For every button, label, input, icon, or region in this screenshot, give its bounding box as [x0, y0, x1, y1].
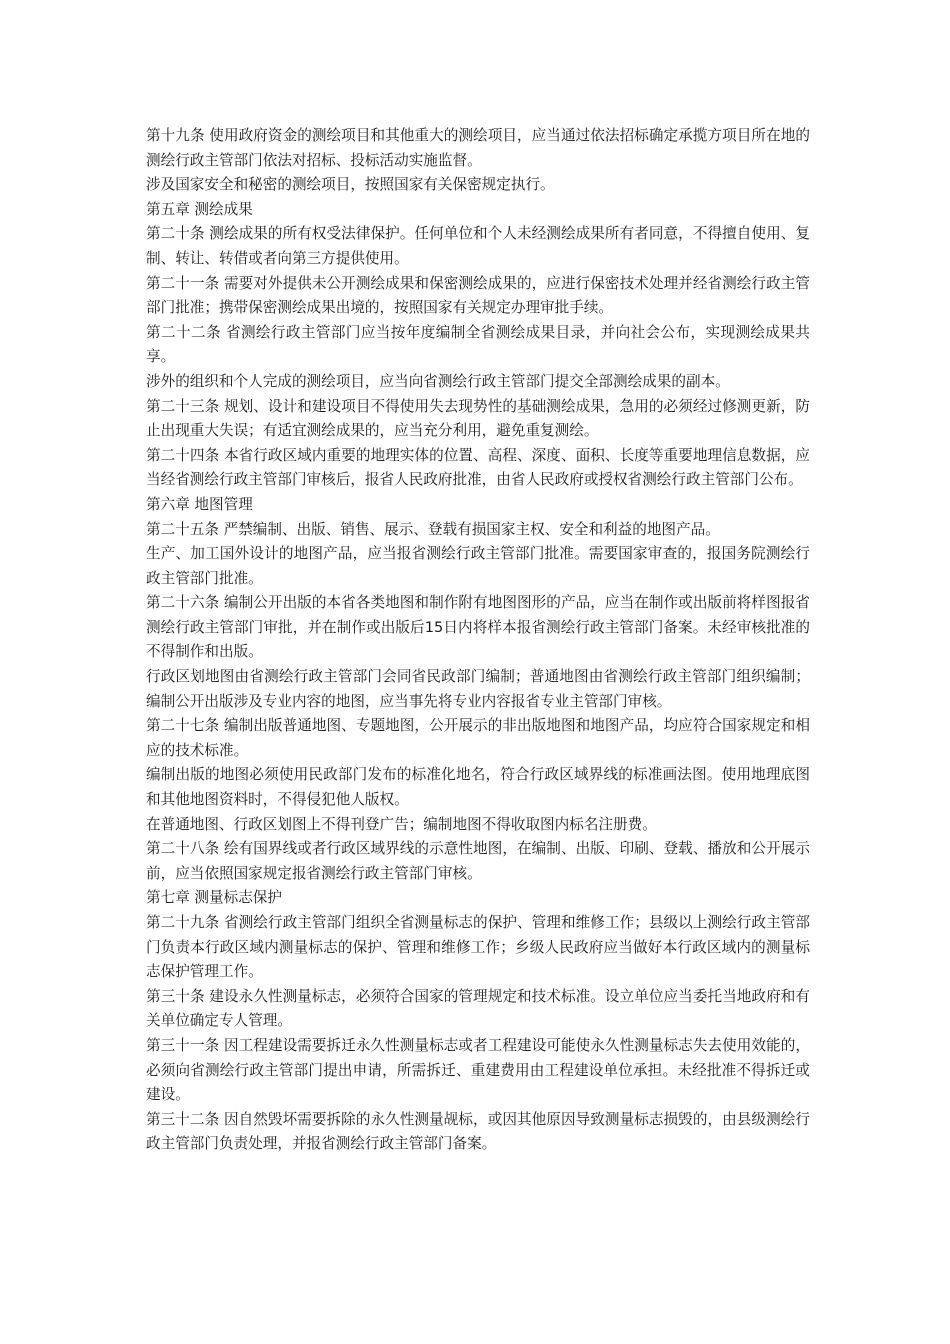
- paragraph-standard-names: 编制出版的地图必须使用民政部门发布的标准化地名，符合行政区域界线的标准画法图。使用地理底图和其他地图资料时，不得侵犯他人版权。: [146, 766, 810, 809]
- article-21: 第二十一条 需要对外提供未公开测绘成果和保密测绘成果的，应进行保密技术处理并经省测绘行政主管部门批准；携带保密测绘成果出境的，按照国家有关规定办理审批手续。: [146, 274, 810, 317]
- paragraph-foreign-maps: 生产、加工国外设计的地图产品，应当报省测绘行政主管部门批准。需要国家审查的，报国务院测绘行政主管部门批准。: [146, 545, 810, 587]
- article-31: 第三十一条 因工程建设需要拆迁永久性测量标志或者工程建设可能使永久性测量标志失去使用效能的，必须向省测绘行政主管部门提出申请，所需拆迁、重建费用由工程建设单位承担。未经批准不得拆迁或建设。: [146, 1036, 810, 1104]
- chapter-6-heading: 第六章 地图管理: [146, 495, 253, 513]
- article-30: 第三十条 建设永久性测量标志，必须符合国家的管理规定和技术标准。设立单位应当委托当地政府和有关单位确定专人管理。: [146, 987, 810, 1030]
- article-29: 第二十九条 省测绘行政主管部门组织全省测量标志的保护、管理和维修工作；县级以上测绘行政主管部门负责本行政区域内测量标志的保护、管理和维修工作；乡级人民政府应当做好本行政区域内的测量标志保护管理工作。: [146, 914, 810, 981]
- article-22: 第二十二条 省测绘行政主管部门应当按年度编制全省测绘成果目录，并向社会公布，实现测绘成果共享。: [146, 323, 810, 366]
- article-19: 第十九条 使用政府资金的测绘项目和其他重大的测绘项目，应当通过依法招标确定承揽方项目所在地的测绘行政主管部门依法对招标、投标活动实施监督。: [146, 127, 810, 169]
- article-26: 第二十六条 编制公开出版的本省各类地图和制作附有地图图形的产品，应当在制作或出版前将样图报省测绘行政主管部门审批，并在制作或出版后15日内将样本报省测绘行政主管部门备案。未经审核批准的不得制作和出版。: [146, 594, 810, 661]
- article-20: 第二十条 测绘成果的所有权受法律保护。任何单位和个人未经测绘成果所有者同意，不得擅自使用、复制、转让、转借或者向第三方提供使用。: [146, 225, 810, 267]
- document-body: [146, 124, 810, 1157]
- article-23: 第二十三条 规划、设计和建设项目不得使用失去现势性的基础测绘成果，急用的必须经过修测更新，防止出现重大失误；有适宜测绘成果的，应当充分利用，避免重复测绘。: [146, 397, 810, 440]
- paragraph-security-projects: 涉及国家安全和秘密的测绘项目，按照国家有关保密规定执行。: [146, 176, 555, 194]
- article-28: 第二十八条 绘有国界线或者行政区域界线的示意性地图，在编制、出版、印刷、登载、播放和公开展示前，应当依照国家规定报省测绘行政主管部门审核。: [146, 840, 810, 882]
- article-24: 第二十四条 本省行政区域内重要的地理实体的位置、高程、深度、面积、长度等重要地理信息数据，应当经省测绘行政主管部门审核后，报省人民政府批准，由省人民政府或授权省测绘行政主管部门公布。: [146, 446, 810, 489]
- chapter-5-heading: 第五章 测绘成果: [146, 200, 253, 218]
- chapter-7-heading: 第七章 测量标志保护: [146, 889, 282, 907]
- paragraph-advertising: 在普通地图、行政区划图上不得刊登广告；编制地图不得收取图内标名注册费。: [146, 815, 657, 833]
- article-32: 第三十二条 因自然毁坏需要拆除的永久性测量觇标，或因其他原因导致测量标志损毁的，由县级测绘行政主管部门负责处理，并报省测绘行政主管部门备案。: [146, 1110, 810, 1153]
- article-27: 第二十七条 编制出版普通地图、专题地图，公开展示的非出版地图和地图产品，均应符合国家规定和相应的技术标准。: [146, 717, 810, 759]
- article-25: 第二十五条 严禁编制、出版、销售、展示、登载有损国家主权、安全和利益的地图产品。: [146, 520, 720, 538]
- paragraph-administrative-maps: 行政区划地图由省测绘行政主管部门会同省民政部门编制；普通地图由省测绘行政主管部门组织编制；编制公开出版涉及专业内容的地图，应当事先将专业内容报省专业主管部门审核。: [146, 668, 810, 710]
- paragraph-foreign-projects: 涉外的组织和个人完成的测绘项目，应当向省测绘行政主管部门提交全部测绘成果的副本。: [146, 372, 730, 390]
